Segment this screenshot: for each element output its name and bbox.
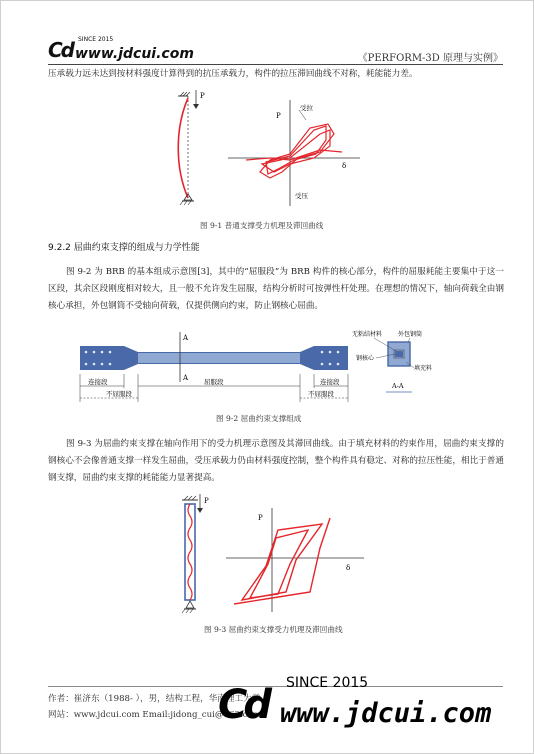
figure-9-2: [76, 322, 436, 406]
logo-site: www.jdcui.com: [75, 46, 194, 62]
fig2-section-mark-bottom: A: [183, 374, 189, 382]
fig3-axis-p: P: [258, 514, 263, 522]
fig1-tension-label: 受拉: [300, 104, 313, 112]
footer-author: 作者：崔济东（1988- ），男，结构工程，华南理工大学: [48, 694, 261, 704]
fig3-caption: 图 9-3 屈曲约束支撑受力机理及滞回曲线: [204, 625, 343, 634]
fig3-load-label: P: [204, 497, 209, 505]
footer-rule: [48, 686, 503, 687]
watermark-since: SINCE 2015: [286, 675, 369, 691]
fig2-label-unbond: 无粘结材料: [352, 331, 383, 338]
fig2-label-filler: 填充料: [414, 365, 433, 372]
page-header: [48, 36, 503, 64]
fig3-axis-delta: δ: [346, 564, 351, 572]
fig2-brb-cross-section: [352, 330, 432, 392]
fig2-seg-nonyield-right: 不屈服段: [308, 390, 334, 398]
figure-9-3: [170, 494, 370, 620]
fig1-brace-diagram: [178, 90, 205, 205]
fig3-hysteresis-plot: [226, 508, 364, 612]
watermark-mark: Cd: [218, 682, 268, 728]
book-title: 《PERFORM-3D 原理与实例》: [357, 53, 503, 64]
fig2-label-core: 钢核心: [356, 355, 375, 362]
fig2-brb-elevation: [80, 332, 348, 402]
fig2-caption: 图 9-2 屈曲约束支撑组成: [216, 414, 302, 423]
fig2-seg-yield: 屈服段: [204, 378, 224, 386]
fig2-label-tube: 外包钢筒: [398, 331, 423, 338]
logo-mark: Cd: [48, 38, 73, 62]
fig1-hysteresis-plot: [228, 100, 360, 206]
paragraph-intro: 压承载力远未达到按材料强度计算得到的抗压承载力，构件的拉压滞回曲线不对称，耗能能力差。: [48, 69, 418, 79]
fig2-section-mark-top: A: [183, 334, 189, 342]
fig1-axis-delta: δ: [342, 162, 347, 170]
paragraph-brb-components: 图 9-2 为 BRB 的基本组成示意图[3]，其中的“屈服段”为 BRB 构件的核心部分，构件的屈服耗能主要集中于这一区段，其余区段刚度相对较大，且一般不允许发生屈服，结构分析时可按弹性杆处理。在理想的情况下，轴向荷载全由钢核心承担，外包钢筒不受轴向荷载，仅提供侧向约束，防止钢核心屈曲。: [48, 267, 504, 311]
figure-9-1: [170, 88, 370, 212]
watermark-url: www.jdcui.com: [280, 698, 492, 729]
logo-since: SINCE 2015: [78, 36, 114, 43]
footer-website[interactable]: 网站：www.jdcui.com Email:jidong_cui@163.com: [48, 710, 261, 720]
fig1-axis-p: P: [276, 112, 281, 120]
fig1-compression-label: 受压: [295, 192, 308, 200]
fig2-seg-nonyield-left: 不屈服段: [106, 390, 132, 398]
fig1-caption: 图 9-1 普通支撑受力机理及滞回曲线: [200, 221, 324, 230]
fig2-label-section: A-A: [392, 382, 404, 390]
fig3-brace-diagram: [182, 494, 209, 613]
header-rule: [48, 64, 503, 65]
section-title: 9.2.2 屈曲约束支撑的组成与力学性能: [48, 243, 200, 253]
header-logo: [48, 38, 194, 62]
fig1-load-label: P: [200, 92, 205, 100]
fig2-seg-connect-right: 连接段: [320, 378, 340, 386]
paragraph-brb-mechanism: 图 9-3 为屈曲约束支撑在轴向作用下的受力机理示意图及其滞回曲线。由于填充材料的约束作用，屈曲约束支撑的钢核心不会像普通支撑一样发生屈曲，受压承载力仍由材料强度控制，整个构件具有稳定、对称的拉压性能，相比于普通钢支撑，屈曲约束支撑的耗能能力显著提高。: [48, 439, 504, 483]
fig2-seg-connect-left: 连接段: [88, 378, 108, 386]
